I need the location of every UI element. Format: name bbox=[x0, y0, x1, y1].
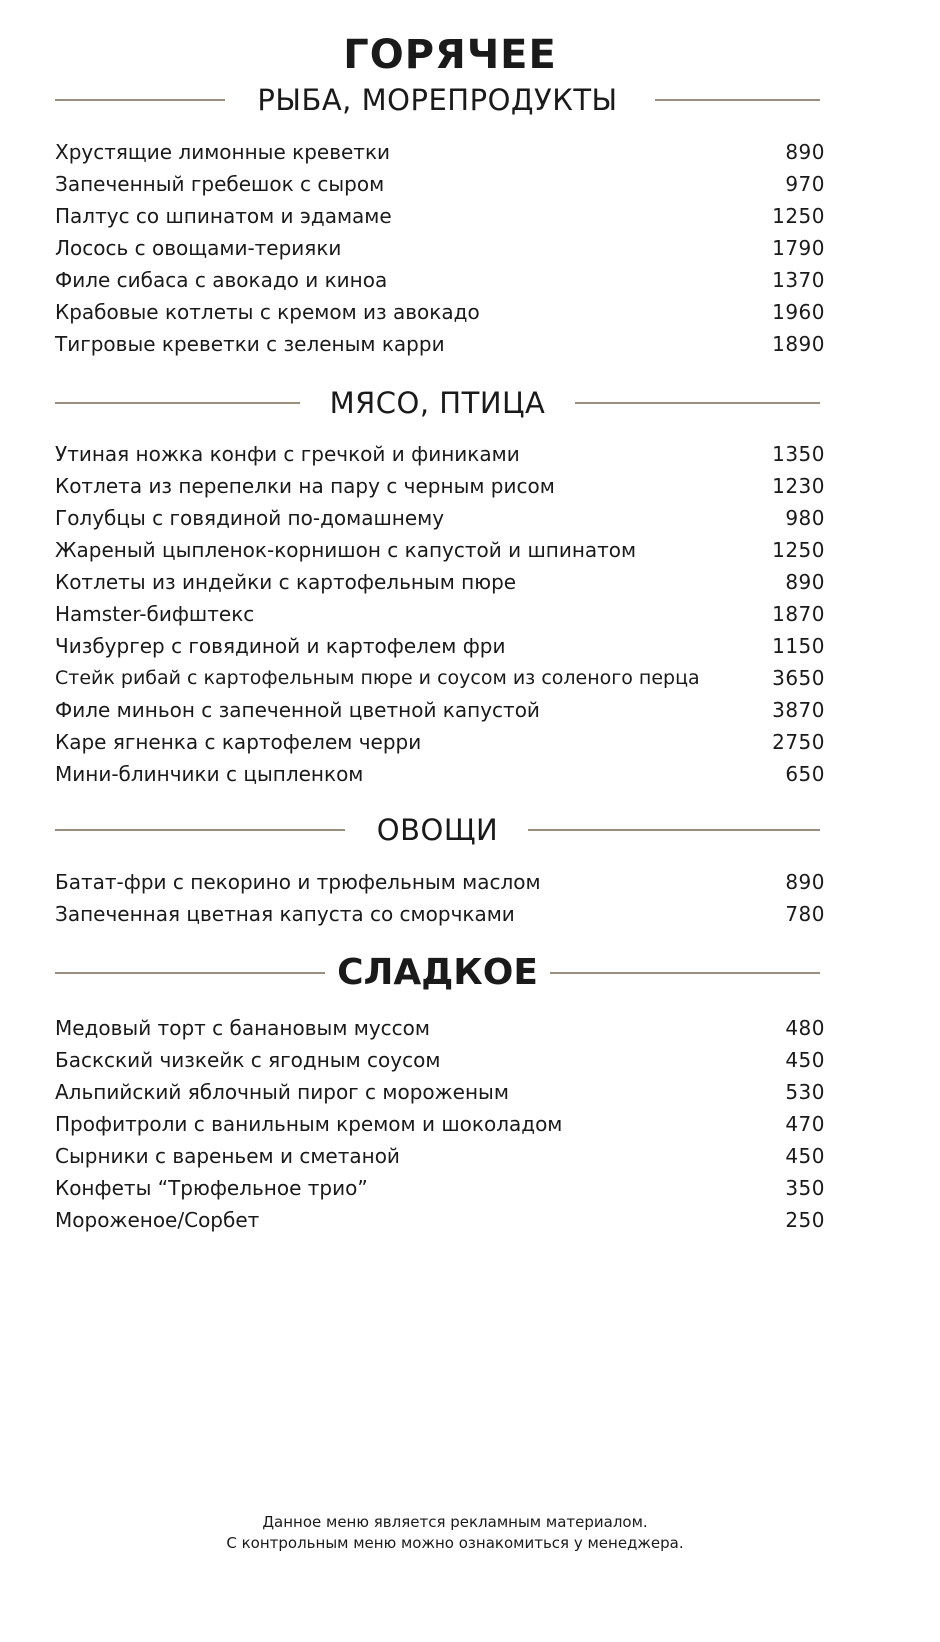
menu-item-name: Баскский чизкейк с ягодным соусом bbox=[55, 1048, 441, 1072]
menu-item-name: Лосось с овощами-терияки bbox=[55, 236, 342, 260]
menu-item-name: Хрустящие лимонные креветки bbox=[55, 140, 391, 164]
menu-item-price: 780 bbox=[785, 902, 825, 926]
menu-item-name: Медовый торт с банановым муссом bbox=[55, 1016, 430, 1040]
divider-line bbox=[550, 972, 820, 974]
menu-item bbox=[55, 1204, 825, 1236]
menu-item-price: 1150 bbox=[772, 634, 825, 658]
menu-item bbox=[55, 630, 825, 662]
menu-item-name: Жареный цыпленок-корнишон с капустой и шпинатом bbox=[55, 538, 637, 562]
menu-item bbox=[55, 1108, 825, 1140]
menu-item-name: Филе миньон с запеченной цветной капустой bbox=[55, 698, 540, 722]
menu-item-price: 480 bbox=[785, 1016, 825, 1040]
menu-item-name: Батат-фри с пекорино и трюфельным маслом bbox=[55, 870, 541, 894]
menu-item bbox=[55, 866, 825, 898]
menu-item-price: 3650 bbox=[772, 666, 825, 690]
menu-item-name: Филе сибаса с авокадо и киноа bbox=[55, 268, 388, 292]
menu-item-price: 1250 bbox=[772, 204, 825, 228]
section-title-desserts: СЛАДКОЕ bbox=[337, 952, 538, 993]
menu-item bbox=[55, 328, 825, 360]
menu-item-name: Чизбургер с говядиной и картофелем фри bbox=[55, 634, 506, 658]
menu-item bbox=[55, 566, 825, 598]
menu-item-name: Мороженое/Сорбет bbox=[55, 1208, 260, 1232]
menu-item-price: 3870 bbox=[772, 698, 825, 722]
menu-item bbox=[55, 758, 825, 790]
section-header-meat bbox=[55, 383, 820, 423]
menu-item bbox=[55, 264, 825, 296]
menu-item-name: Конфеты “Трюфельное трио” bbox=[55, 1176, 368, 1200]
menu-item bbox=[55, 1076, 825, 1108]
footer-disclaimer bbox=[0, 1512, 910, 1554]
menu-item bbox=[55, 502, 825, 534]
menu-item-price: 350 bbox=[785, 1176, 825, 1200]
divider-line bbox=[575, 402, 820, 404]
menu-item-name: Профитроли с ванильным кремом и шоколадом bbox=[55, 1112, 563, 1136]
section-header-fish bbox=[55, 80, 820, 120]
menu-item bbox=[55, 438, 825, 470]
menu-item-price: 250 bbox=[785, 1208, 825, 1232]
menu-item-name: Котлеты из индейки с картофельным пюре bbox=[55, 570, 517, 594]
menu-item-name: Палтус со шпинатом и эдамаме bbox=[55, 204, 392, 228]
menu-item bbox=[55, 470, 825, 502]
menu-item bbox=[55, 1012, 825, 1044]
menu-item bbox=[55, 1140, 825, 1172]
divider-line bbox=[655, 99, 820, 101]
menu-item-price: 1370 bbox=[772, 268, 825, 292]
menu-item bbox=[55, 232, 825, 264]
menu-item bbox=[55, 694, 825, 726]
menu-item-name: Крабовые котлеты с кремом из авокадо bbox=[55, 300, 480, 324]
menu-item-price: 1250 bbox=[772, 538, 825, 562]
menu-item bbox=[55, 296, 825, 328]
section-header-vegetables bbox=[55, 810, 820, 850]
page-title: ГОРЯЧЕЕ bbox=[343, 32, 557, 78]
menu-item-price: 1890 bbox=[772, 332, 825, 356]
menu-item-name: Голубцы с говядиной по-домашнему bbox=[55, 506, 445, 530]
menu-item-name: Котлета из перепелки на пару с черным рисом bbox=[55, 474, 555, 498]
menu-item-price: 1960 bbox=[772, 300, 825, 324]
menu-item bbox=[55, 534, 825, 566]
menu-item-price: 650 bbox=[785, 762, 825, 786]
footer-line: С контрольным меню можно ознакомиться у менеджера. bbox=[226, 1534, 684, 1552]
menu-item-price: 470 bbox=[785, 1112, 825, 1136]
menu-item bbox=[55, 598, 825, 630]
menu-item-price: 1790 bbox=[772, 236, 825, 260]
menu-item-name: Мини-блинчики с цыпленком bbox=[55, 762, 364, 786]
menu-item-price: 530 bbox=[785, 1080, 825, 1104]
menu-item-name: Стейк рибай с картофельным пюре и соусом из соленого перца bbox=[55, 667, 700, 689]
menu-item-price: 1350 bbox=[772, 442, 825, 466]
footer-line: Данное меню является рекламным материалом. bbox=[262, 1513, 648, 1531]
section-title-meat: МЯСО, ПТИЦА bbox=[329, 386, 546, 420]
menu-item-name: Сырники с вареньем и сметаной bbox=[55, 1144, 400, 1168]
section-title-vegetables: ОВОЩИ bbox=[376, 813, 499, 847]
menu-item bbox=[55, 200, 825, 232]
menu-item-name: Запеченная цветная капуста со сморчками bbox=[55, 902, 515, 926]
menu-item bbox=[55, 662, 825, 694]
menu-item bbox=[55, 136, 825, 168]
menu-item-name: Каре ягненка с картофелем черри bbox=[55, 730, 422, 754]
menu-item-price: 890 bbox=[785, 570, 825, 594]
section-title-fish: РЫБА, МОРЕПРОДУКТЫ bbox=[257, 83, 618, 117]
menu-item-price: 890 bbox=[785, 870, 825, 894]
menu-item-name: Альпийский яблочный пирог с мороженым bbox=[55, 1080, 509, 1104]
menu-item bbox=[55, 898, 825, 930]
menu-item-price: 980 bbox=[785, 506, 825, 530]
menu-item-price: 970 bbox=[785, 172, 825, 196]
menu-item-price: 450 bbox=[785, 1144, 825, 1168]
menu-item-price: 890 bbox=[785, 140, 825, 164]
menu-item bbox=[55, 726, 825, 758]
section-header-desserts bbox=[55, 953, 820, 993]
menu-item bbox=[55, 1044, 825, 1076]
menu-item-name: Запеченный гребешок с сыром bbox=[55, 172, 385, 196]
menu-item bbox=[55, 168, 825, 200]
menu-item-price: 2750 bbox=[772, 730, 825, 754]
menu-item-name: Hamster-бифштекс bbox=[55, 602, 255, 626]
menu-item-price: 450 bbox=[785, 1048, 825, 1072]
menu-item bbox=[55, 1172, 825, 1204]
menu-item-name: Тигровые креветки с зеленым карри bbox=[55, 332, 445, 356]
menu-item-name: Утиная ножка конфи с гречкой и финиками bbox=[55, 442, 520, 466]
menu-item-price: 1230 bbox=[772, 474, 825, 498]
divider-line bbox=[528, 829, 820, 831]
menu-item-price: 1870 bbox=[772, 602, 825, 626]
